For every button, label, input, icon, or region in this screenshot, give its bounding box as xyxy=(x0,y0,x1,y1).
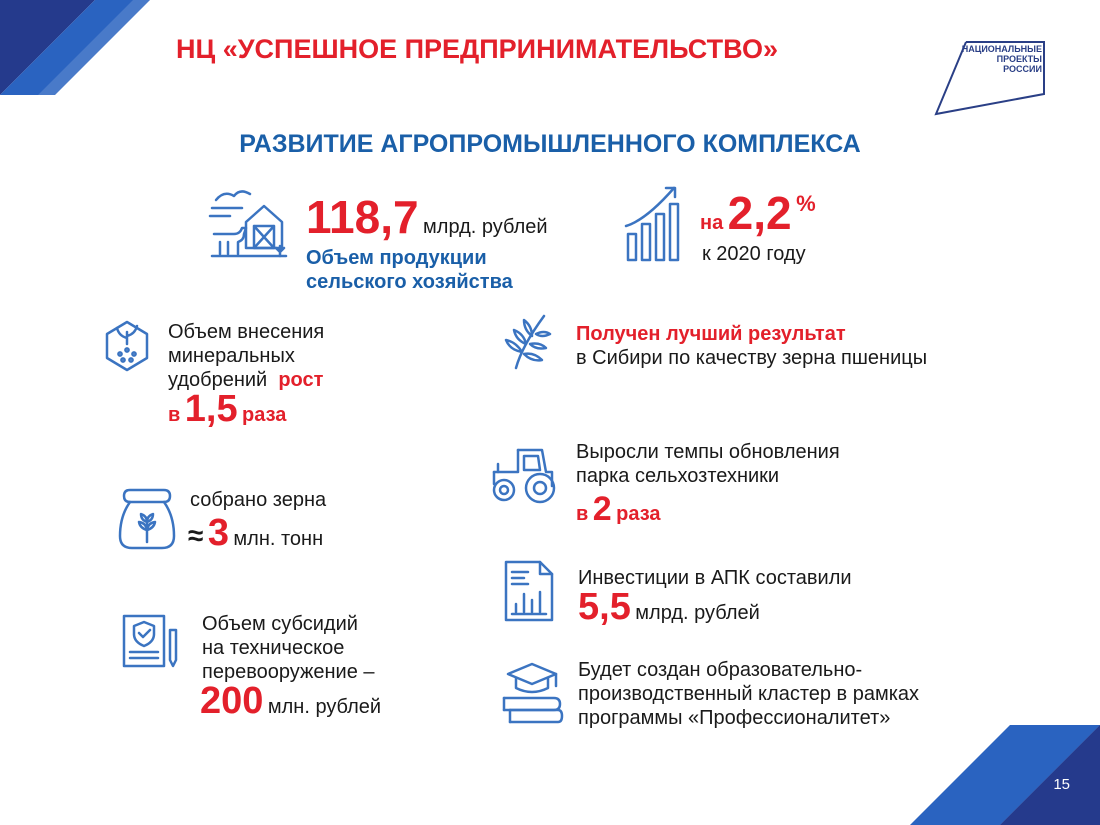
fertilizer-stat: в 1,5 раза xyxy=(168,388,287,430)
corner-decoration-bottom-right xyxy=(910,725,1100,825)
grain-approx: ≈ xyxy=(188,520,204,551)
grain-sack-icon xyxy=(116,486,178,552)
grain-value: 3 xyxy=(207,512,229,554)
grain-stat: ≈ 3 млн. тонн xyxy=(188,512,324,554)
fertilizer-accent: рост xyxy=(278,369,324,391)
national-projects-logo xyxy=(928,38,1048,118)
grain-label: собрано зерна xyxy=(190,489,327,511)
cluster-text: Будет создан образовательно- производственный кластер в рамках программы «Профессионалитет» xyxy=(578,659,920,729)
fertilizer-value: 1,5 xyxy=(184,388,238,430)
production-label: Объем продукции сельского хозяйства xyxy=(306,247,513,293)
growth-chart-icon xyxy=(622,184,686,264)
page-number: 15 xyxy=(1053,776,1070,793)
logo-line-1: НАЦИОНАЛЬНЫЕ xyxy=(961,44,1042,54)
wheat-icon xyxy=(496,308,560,372)
page-title: НЦ «УСПЕШНОЕ ПРЕДПРИНИМАТЕЛЬСТВО» xyxy=(176,34,778,64)
growth-prefix: на xyxy=(700,212,724,234)
production-value: 118,7 xyxy=(306,191,419,243)
production-unit: млрд. рублей xyxy=(423,216,548,238)
graduation-books-icon xyxy=(500,662,564,724)
tractor-icon xyxy=(488,442,560,508)
subsidy-text: Объем субсидий на техническое перевооружение – xyxy=(202,613,375,683)
investment-stat: 5,5 млрд. рублей xyxy=(578,586,760,628)
machinery-value: 2 xyxy=(592,490,612,528)
production-stat xyxy=(306,190,548,244)
growth-value: 2,2 xyxy=(727,187,792,239)
corner-decoration-top-left xyxy=(0,0,160,100)
growth-unit: % xyxy=(796,191,816,216)
logo-line-3: РОССИИ xyxy=(1003,64,1042,74)
investment-value: 5,5 xyxy=(578,586,631,628)
machinery-stat: в 2 раза xyxy=(576,490,661,528)
subsidy-value: 200 xyxy=(200,680,264,722)
subsidy-stat: 200 млн. рублей xyxy=(200,680,382,722)
fertilizer-text: Объем внесения минеральных удобрений рост xyxy=(168,321,325,391)
section-subtitle: РАЗВИТИЕ АГРОПРОМЫШЛЕННОГО КОМПЛЕКСА xyxy=(239,130,861,158)
growth-note: к 2020 году xyxy=(702,243,806,265)
wheat-text: Получен лучший результат в Сибири по качеству зерна пшеницы xyxy=(576,323,928,369)
investment-label: Инвестиции в АПК составили xyxy=(578,567,852,589)
growth-stat xyxy=(700,186,816,240)
fertilizer-icon xyxy=(102,312,152,376)
wheat-accent: Получен лучший результат xyxy=(576,323,846,345)
report-chart-icon xyxy=(500,560,560,624)
farm-icon xyxy=(206,186,292,264)
logo-line-2: ПРОЕКТЫ xyxy=(996,54,1042,64)
machinery-text: Выросли темпы обновления парка сельхозтехники xyxy=(576,441,840,487)
document-shield-icon xyxy=(118,612,180,670)
